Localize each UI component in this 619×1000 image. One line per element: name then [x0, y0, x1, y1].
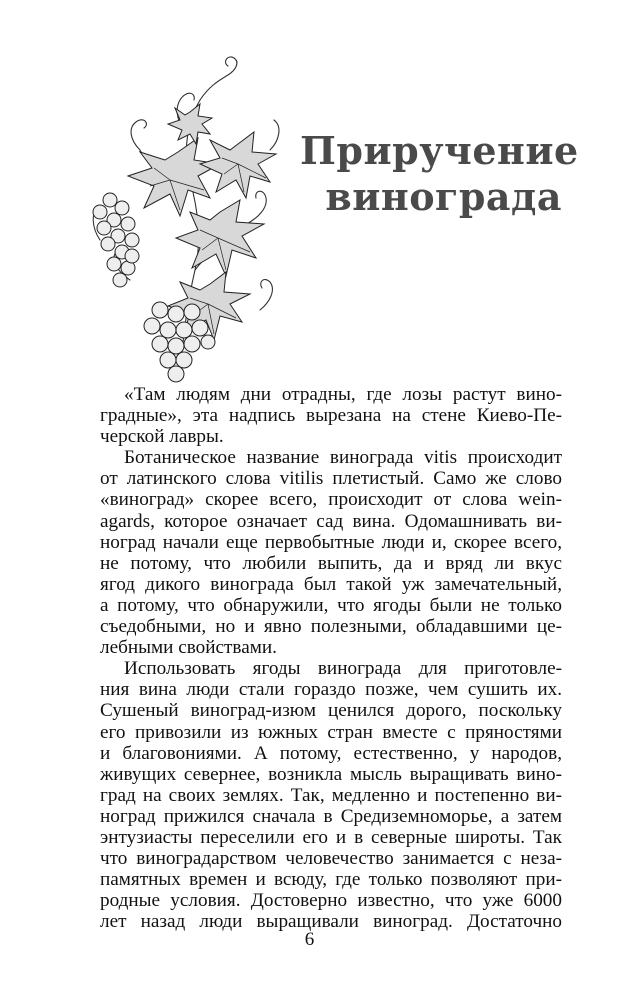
text-line: Ботаническое название винограда vitis происходит — [124, 447, 562, 469]
text-line: черской лавры. — [100, 426, 224, 448]
text-line: ягод дикого винограда был такой уж замечательный, — [100, 573, 562, 595]
text-line: родные условия. Достоверно известно, что уже 6000 — [100, 890, 562, 912]
text-line: съедобными, но и явно полезными, обладавшими це- — [100, 616, 562, 638]
paragraph-3 — [100, 658, 562, 932]
text-line: ноград прижился сначала в Средиземноморье, а затем — [100, 805, 562, 827]
text-line: от латинского слова vitilis плетистый. Само же слово — [100, 468, 562, 490]
chapter-title-line-1: Приручение — [300, 128, 579, 173]
chapter-title-line-2: винограда — [325, 174, 562, 219]
paragraph-2 — [100, 447, 562, 658]
text-line: ноград начали еще первобытные люди и, скорее всего, — [100, 531, 562, 553]
text-line: не потому, что любили выпить, да и вряд ли вкус — [100, 552, 562, 574]
text-line: agards, которое означает сад вина. Одомашнивать ви- — [100, 510, 562, 532]
text-line: памятных времен и всюду, где только позволяют при- — [100, 869, 562, 891]
text-line: град на своих землях. Так, медленно и постепенно ви- — [100, 784, 562, 806]
chapter-title — [300, 128, 579, 220]
text-line: Использовать ягоды винограда для приготовле- — [124, 658, 562, 680]
text-line: градные», эта надпись вырезана на стене Киево-Пе- — [100, 405, 562, 427]
text-line: а потому, что обнаружили, что ягоды были не только — [100, 594, 562, 616]
page-number: 6 — [304, 929, 315, 950]
text-line: его привозили из южных стран вместе с пряностями — [100, 721, 562, 743]
paragraph-1 — [100, 384, 562, 447]
text-line: что виноградарством человечество занимается с неза- — [100, 848, 562, 870]
text-line: «Там людям дни отрадны, где лозы растут вино- — [124, 384, 562, 405]
text-line: ния вина люди стали гораздо позже, чем сушить их. — [100, 679, 562, 701]
text-line: и благовониями. А потому, естественно, у народов, — [100, 742, 562, 764]
text-line: «виноград» скорее всего, происходит от слова wein- — [100, 489, 562, 511]
text-line: лебными свойствами. — [100, 637, 277, 659]
body-text — [100, 384, 562, 932]
text-line: Сушеный виноград-изюм ценился дорого, поскольку — [100, 700, 562, 722]
text-line: энтузиасты переселили его и в северные широты. Так — [100, 826, 562, 848]
text-line: живущих севернее, возникла мысль выращивать вино- — [100, 763, 562, 785]
text-line: лет назад люди выращивали виноград. Достаточно — [100, 911, 562, 933]
grape-vine-illustration-icon — [70, 40, 290, 390]
